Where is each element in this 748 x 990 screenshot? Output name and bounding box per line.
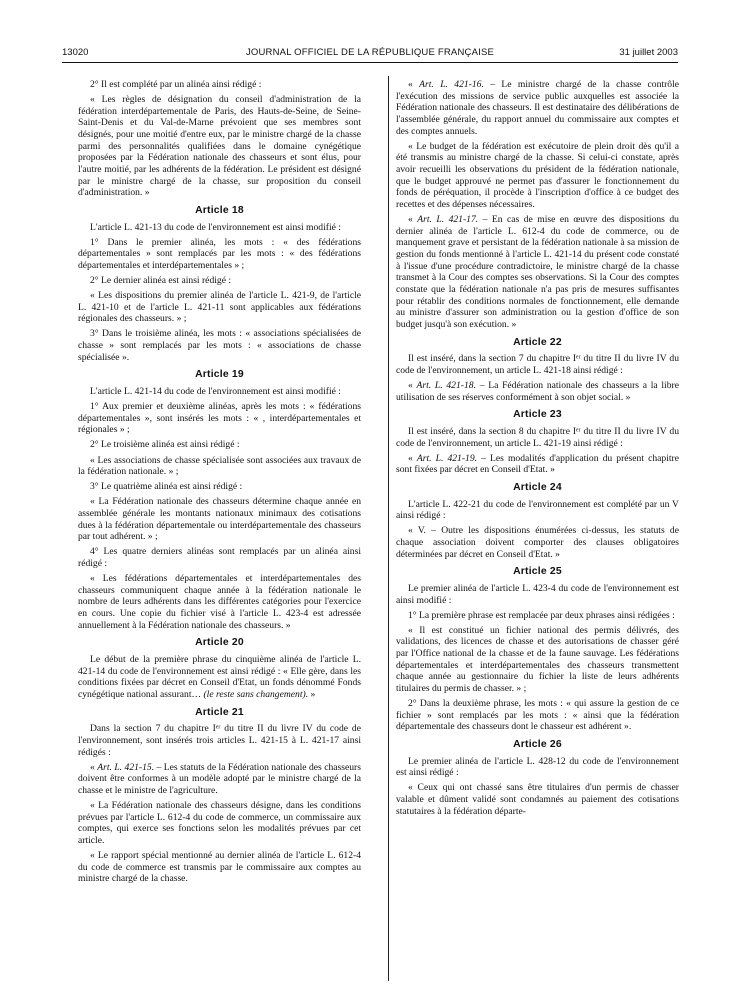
paragraph — [396, 583, 679, 606]
article-heading: Article 23 — [513, 409, 562, 421]
paragraph — [78, 455, 361, 478]
paragraph — [78, 386, 361, 398]
left-column — [78, 79, 361, 888]
paragraph-text: – Les modalités d'application du présent chapitre sont fixées par décret en Conseil d'Etat. » — [396, 452, 679, 476]
italic-note: (le reste sans changement). — [203, 688, 309, 700]
right-column — [396, 79, 679, 821]
paragraph — [78, 275, 361, 287]
paragraph — [78, 546, 361, 569]
header-rule — [62, 62, 678, 63]
paragraph-text: – La Fédération nationale des chasseurs a la libre utilisation de ses réserves conformément à son objet social. » — [396, 379, 679, 403]
article-reference: Art. L. 421-15. — [97, 761, 155, 773]
paragraph-text: L'article L. 421-13 du code de l'environnement est ainsi modifié : — [90, 221, 341, 233]
paragraph — [396, 782, 679, 817]
quote-mark: « — [408, 379, 417, 391]
paragraph — [78, 573, 361, 631]
paragraph-text: « Les fédérations départementales et interdépartementales des chasseurs communiquent chaque année à la fédération nationale le nombre de leurs adhérents dans les différentes catégories pour l'exercice en cours. Une copie du fichier visé à l'article L. 423-4 est adressée annuellement à la Fédération nationale des chasseurs. » — [78, 572, 361, 631]
paragraph — [78, 762, 361, 797]
paragraph-text: « Le rapport spécial mentionné au dernier alinéa de l'article L. 612-4 du code de commerce est transmis par le commissaire aux comptes au ministre chargé de la chasse. — [78, 849, 361, 885]
paragraph — [78, 237, 361, 272]
paragraph-text: 1° La première phrase est remplacée par deux phrases ainsi rédigées : — [408, 609, 675, 621]
paragraph — [396, 426, 679, 449]
paragraph-text: Le premier alinéa de l'article L. 423-4 du code de l'environnement est ainsi modifié : — [396, 582, 679, 606]
paragraph-text: 2° Le troisième alinéa est ainsi rédigé : — [90, 439, 240, 451]
article-reference: Art. L. 421-19. — [416, 452, 478, 464]
article-heading: Article 22 — [513, 336, 562, 348]
quote-mark: « — [408, 214, 418, 225]
paragraph-text: 2° Le dernier alinéa est ainsi rédigé : — [90, 275, 232, 287]
quote-mark: « — [408, 79, 420, 90]
paragraph-text: « Ceux qui ont chassé sans être titulaires d'un permis de chasser valable et dûment validé sont condamnés au paiement des cotisations statutaires à la fédération départe- — [396, 782, 679, 817]
paragraph — [396, 380, 679, 403]
paragraph — [78, 800, 361, 847]
paragraph-text: Le premier alinéa de l'article L. 428-12 du code de l'environnement est ainsi rédigé : — [396, 755, 679, 779]
article-heading: Article 25 — [513, 566, 562, 578]
closing-quote: » — [308, 688, 316, 700]
paragraph — [396, 756, 679, 779]
paragraph — [396, 499, 679, 522]
paragraph — [78, 496, 361, 543]
page-header — [62, 47, 678, 61]
paragraph-text: – En cas de mise en œuvre des dispositions du dernier alinéa de l'article L. 612-4 du code de commerce, ou de manquement grave et persistant de la fédération nationale à sa mission de gestion du fonds mentionné à l'article L. 421-14 du présent code constaté à l'issue d'une procédure contradictoire, le ministre chargé de la chasse transmet à la Cour des comptes ses observations. Si la Cour des comptes constate que la fédération nationale n'a pas pris de mesures suffisantes pour rétablir des conditions normales de fonctionnement, elle demande au ministre d'assurer son administration ou la gestion d'office de son budget jusqu'à son exécution. » — [396, 214, 679, 330]
paragraph-text: Dans la section 7 du chapitre Iᵉʳ du titre II du livre IV du code de l'environnement, sont insérés trois articles L. 421-15 à L. 421-17 ainsi rédigés : — [78, 723, 361, 758]
paragraph-text: 1° Aux premier et deuxième alinéas, après les mots : « fédérations départementales », sont insérés les mots : « , interdépartementales et régionales » ; — [78, 401, 361, 436]
paragraph-text: « Les règles de désignation du conseil d'administration de la fédération interdépartementale de Paris, des Hauts-de-Seine, de Seine-Saint-Denis et du Val-de-Marne prévoient que ses membres sont désignés, pour une moitié d'entre eux, par le ministre chargé de la chasse parmi des personnalités qualifiées dans le domaine cynégétique proposées par la Fédération nationale des chasseurs et sont élus, pour l'autre moitié, par les adhérents de la fédération. Le président est désigné par le ministre chargé de la chasse, sur proposition du conseil d'administration. » — [78, 94, 361, 199]
paragraph — [396, 79, 679, 137]
article-reference: Art. L. 421-17. — [417, 214, 479, 225]
paragraph-text: – Le ministre chargé de la chasse contrôle l'exécution des missions de service public auxquelles est associée la Fédération nationale des chasseurs. Il est destinataire des délibérations de l'assemblée générale, du rapport annuel du commissaire aux comptes et des comptes annuels. — [396, 79, 679, 137]
paragraph — [78, 401, 361, 436]
paragraph — [396, 353, 679, 376]
article-heading: Article 20 — [195, 637, 244, 649]
paragraph — [396, 141, 679, 211]
paragraph-text: 2° Il est complété par un alinéa ainsi rédigé : — [90, 79, 262, 90]
paragraph-text: « Les dispositions du premier alinéa de l'article L. 421-9, de l'article L. 421-10 et de l'article L. 421-11 sont applicables aux fédérations régionales des chasseurs. » ; — [78, 290, 361, 325]
paragraph — [396, 525, 679, 560]
paragraph-text: Le début de la première phrase du cinquième alinéa de l'article L. 421-14 du code de l'environnement est ainsi rédigé : « Elle gère, dans les conditions fixées par décret en Conseil d'Etat, un fonds dénommé Fonds cynégétique national assurant… — [78, 653, 361, 700]
article-reference: Art. L. 421-18. — [416, 379, 476, 391]
journal-title: JOURNAL OFFICIEL DE LA RÉPUBLIQUE FRANÇAISE — [245, 47, 495, 58]
paragraph — [78, 94, 361, 199]
paragraph — [396, 625, 679, 695]
paragraph — [396, 610, 679, 622]
paragraph — [78, 328, 361, 363]
paragraph-text: L'article L. 421-14 du code de l'environnement est ainsi modifié : — [90, 386, 341, 398]
paragraph — [396, 214, 679, 331]
paragraph — [396, 698, 679, 733]
paragraph-text: « Le budget de la fédération est exécutoire de plein droit dès qu'il a été transmis au ministre chargé de la chasse. Si celui-ci constate, après avoir recueilli les observations du président de la fédération nationale, que le budget approuvé ne permet pas d'assurer le fonctionnement du fonds de péréquation, il procède à l'inscription d'office à ce budget des recettes et des dépenses nécessaires. — [396, 140, 679, 210]
paragraph-text: – Les statuts de la Fédération nationale des chasseurs doivent être conformes à un modèle adopté par le ministre chargé de la chasse et le ministre de l'agriculture. — [78, 761, 361, 796]
article-heading: Article 21 — [195, 706, 244, 718]
paragraph-text: 3° Le quatrième alinéa est ainsi rédigé : — [90, 481, 243, 493]
article-heading: Article 24 — [513, 481, 562, 493]
paragraph-text: L'article L. 422-21 du code de l'environnement est complété par un V ainsi rédigé : — [396, 498, 679, 522]
paragraph-text: Il est inséré, dans la section 7 du chapitre Iᵉʳ du titre II du livre IV du code de l'environnement, un article L. 421-18 ainsi rédigé : — [396, 353, 679, 376]
paragraph-text: Il est inséré, dans la section 8 du chapitre Iᵉʳ du titre II du livre IV du code de l'environnement, un article L. 421-19 ainsi rédigé : — [396, 425, 679, 449]
paragraph-text: 1° Dans le premier alinéa, les mots : « des fédérations départementales » sont remplacés par les mots : « des fédérations départementales et interdépartementales » ; — [78, 236, 361, 271]
paragraph — [78, 654, 361, 701]
paragraph-text: « Les associations de chasse spécialisée sont associées aux travaux de la fédération nationale. » ; — [78, 454, 361, 478]
paragraph — [78, 723, 361, 758]
paragraph — [78, 481, 361, 493]
paragraph-text: « V. – Outre les dispositions énumérées ci-dessus, les statuts de chaque association doivent comporter des clauses obligatoires déterminées par décret en Conseil d'Etat. » — [396, 525, 679, 560]
article-reference: Art. L. 421-16. — [419, 79, 484, 90]
paragraph — [396, 453, 679, 476]
article-heading: Article 18 — [195, 204, 244, 216]
article-heading: Article 26 — [513, 738, 562, 750]
paragraph — [78, 290, 361, 325]
article-heading: Article 19 — [195, 369, 244, 381]
paragraph-text: « Il est constitué un fichier national des permis délivrés, des validations, des licences de chasse et des autorisations de chasser géré par l'Office national de la chasse et de la faune sauvage. Les fédérations départementales et interdépartementales des chasseurs transmettent chaque année au gestionnaire du fichier la liste de leurs adhérents titulaires du permis de chasser. » ; — [396, 624, 679, 694]
paragraph-text: « La Fédération nationale des chasseurs détermine chaque année en assemblée générale les montants nationaux minimaux des cotisations dues à la fédération départementale ou interdépartementale des chasseurs par tout adhérent. » ; — [78, 496, 361, 543]
paragraph-text: 4° Les quatre derniers alinéas sont remplacés par un alinéa ainsi rédigé : — [78, 546, 361, 569]
quote-mark: « — [90, 761, 98, 773]
paragraph-text: 2° Dans la deuxième phrase, les mots : « qui assure la gestion de ce fichier » sont remplacés par les mots : « ainsi que la fédération départementale des chasseurs dont le chasseur est adhérent ». — [396, 697, 679, 733]
column-divider — [388, 76, 389, 981]
paragraph — [78, 222, 361, 234]
paragraph-text: « La Fédération nationale des chasseurs désigne, dans les conditions prévues par l'article L. 612-4 du code de commerce, un commissaire aux comptes, qui exerce ses fonctions selon les modalités prévues par cet article. — [78, 799, 361, 846]
publication-date: 31 juillet 2003 — [619, 47, 678, 58]
quote-mark: « — [408, 452, 417, 464]
paragraph — [78, 79, 361, 91]
page-number: 13020 — [62, 47, 89, 58]
paragraph — [78, 439, 361, 451]
paragraph — [78, 850, 361, 885]
paragraph-text: 3° Dans le troisième alinéa, les mots : « associations spécialisées de chasse » sont remplacés par les mots : « associations de chasse spécialisée ». — [78, 328, 361, 363]
